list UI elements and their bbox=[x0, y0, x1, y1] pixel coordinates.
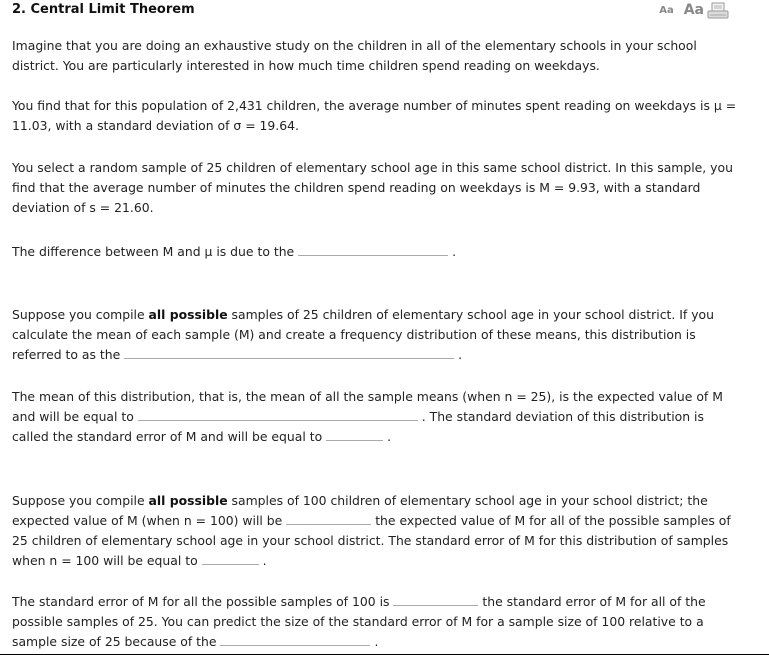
question-1-end: . bbox=[452, 244, 457, 259]
question-3-text-a: The mean of this distribution, that is, the mean of all the sample means (when n = 25), is the expected value of M and will be equal to bbox=[12, 389, 723, 424]
question-5-end: . bbox=[374, 634, 379, 649]
intro-paragraph: Imagine that you are doing an exhaustive study on the children in all of the elementary schools in your school district. You are particularly interested in how much time children spend reading on weekdays. bbox=[12, 38, 697, 73]
standard-error-comparison-dropdown[interactable] bbox=[393, 592, 478, 606]
question-4-bold: all possible bbox=[148, 493, 228, 508]
printer-icon bbox=[707, 2, 729, 20]
question-4-end: . bbox=[262, 553, 267, 568]
distribution-name-dropdown[interactable] bbox=[124, 345, 454, 359]
question-2-bold: all possible bbox=[148, 307, 228, 322]
standard-error-100-input[interactable] bbox=[202, 551, 259, 565]
question-2-end: . bbox=[458, 347, 463, 362]
expected-value-comparison-dropdown[interactable] bbox=[286, 511, 371, 525]
question-4-text-b: samples of 100 children of elementary school age in your school district; the expected value of M (when n = 100) will be bbox=[12, 493, 708, 528]
question-1 bbox=[12, 242, 737, 262]
font-size-large-button[interactable]: Aa bbox=[683, 2, 704, 18]
question-2-text-a: Suppose you compile bbox=[12, 307, 149, 322]
question-1-text: The difference between M and μ is due to the bbox=[12, 244, 295, 259]
question-3-end: . bbox=[387, 429, 392, 444]
question-5 bbox=[12, 592, 737, 652]
question-5-text-b: the standard error of M for all of the possible samples of 25. You can predict the size of the standard error of M for a sample size of 100 relative to a sample size of 25 because of the bbox=[12, 594, 706, 649]
question-5-text-a: The standard error of M for all the possible samples of 100 is bbox=[12, 594, 390, 609]
sample-paragraph: You select a random sample of 25 children of elementary school age in this same school district. In this sample, you find that the average number of minutes the children spend reading on weekdays is M = 9.93, with a standard deviation of s = 21.60. bbox=[12, 160, 733, 215]
question-title: 2. Central Limit Theorem bbox=[12, 2, 195, 17]
question-2-text-b: samples of 25 children of elementary school age in your school district. If you calculate the mean of each sample (M) and create a frequency distribution of these means, this distribution is referred to as the bbox=[12, 307, 714, 362]
toolbar bbox=[659, 2, 714, 18]
question-3 bbox=[12, 387, 737, 447]
population-paragraph: You find that for this population of 2,431 children, the average number of minutes spent reading on weekdays is μ = 11.03, with a standard deviation of σ = 19.64. bbox=[12, 98, 737, 133]
font-size-small-button[interactable]: Aa bbox=[659, 5, 674, 16]
question-4 bbox=[12, 491, 737, 571]
expected-value-dropdown[interactable] bbox=[138, 407, 418, 421]
question-2 bbox=[12, 305, 737, 365]
question-4-text-c: the expected value of M for all of the possible samples of 25 children of elementary school age in your school district. The standard error of M for this distribution of samples when n = 100 will be equal to bbox=[12, 513, 731, 568]
print-button[interactable] bbox=[707, 2, 729, 24]
difference-cause-dropdown[interactable] bbox=[298, 242, 448, 256]
question-4-text-a: Suppose you compile bbox=[12, 493, 149, 508]
standard-error-25-input[interactable] bbox=[326, 427, 383, 441]
prediction-reason-dropdown[interactable] bbox=[220, 632, 370, 646]
question-3-text-b: . The standard deviation of this distribution is called the standard error of M and will be equal to bbox=[12, 409, 704, 444]
